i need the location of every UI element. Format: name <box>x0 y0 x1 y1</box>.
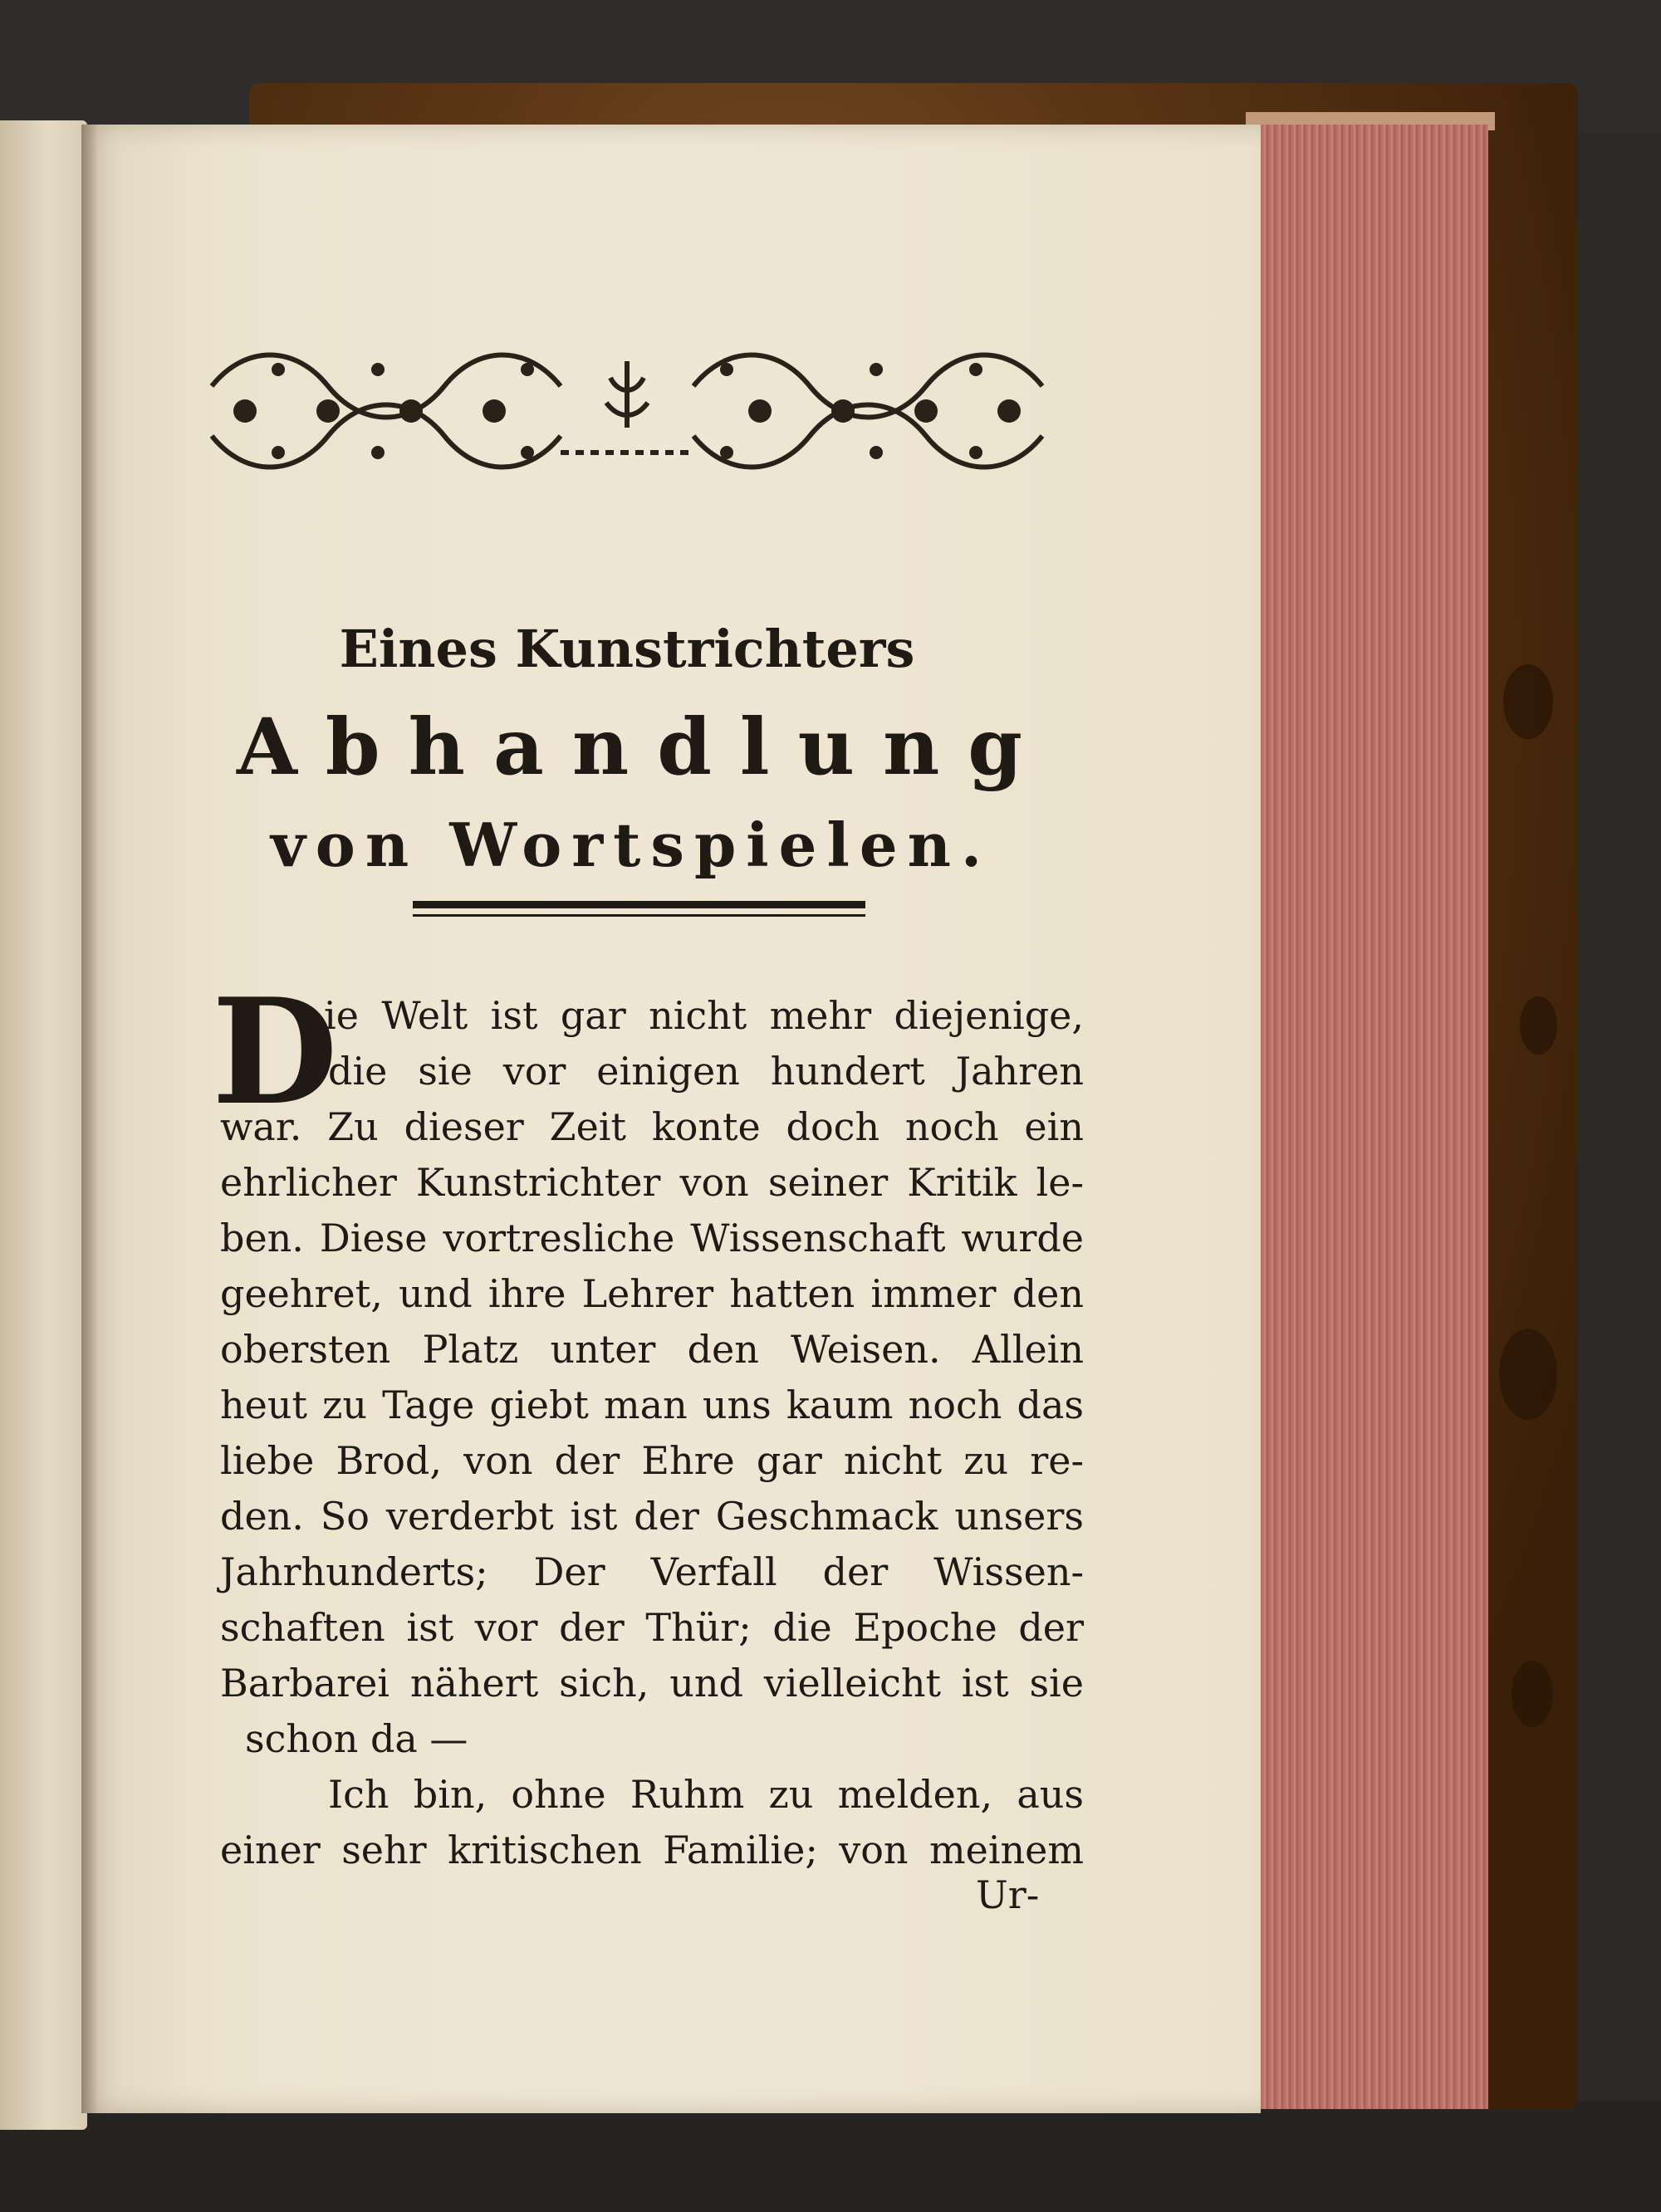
body-line: geehret, und ihre Lehrer hatten immer den <box>220 1271 1084 1316</box>
page-gutter-shadow <box>81 125 98 2113</box>
body-line: war. Zu dieser Zeit konte doch noch ein <box>220 1104 1084 1149</box>
ornament-band <box>195 336 1059 482</box>
body-line: schaften ist vor der Thür; die Epoche der <box>220 1605 1084 1650</box>
page-edges <box>1246 125 1488 2109</box>
body-line: ben. Diese vortresliche Wissenschaft wurde <box>220 1216 1084 1260</box>
body-line: Jahrhunderts; Der Verfall der Wissen- <box>220 1549 1084 1594</box>
body-line: den. So verderbt ist der Geschmack unsers <box>220 1494 1084 1539</box>
drop-cap: D <box>212 967 338 1138</box>
background-bottom <box>0 2101 1661 2212</box>
heading-line-3: von Wortspielen. <box>270 810 992 880</box>
body-line: ie Welt ist gar nicht mehr diejenige, <box>324 993 1084 1038</box>
heading-line-1: Eines Kunstrichters <box>339 619 915 679</box>
body-line: einer sehr kritischen Familie; von meinem <box>220 1828 1084 1872</box>
body-line: die sie vor einigen hundert Jahren <box>328 1049 1084 1094</box>
heading-rule-thin <box>413 914 865 917</box>
body-line: Ich bin, ohne Ruhm zu melden, aus <box>328 1772 1084 1817</box>
body-line: schon da — <box>245 1716 468 1761</box>
left-page-edge <box>0 120 87 2130</box>
body-line: obersten Platz unter den Weisen. Allein <box>220 1327 1084 1372</box>
heading-line-2: Abhandlung <box>236 702 1051 793</box>
body-line: liebe Brod, von der Ehre gar nicht zu re- <box>220 1438 1084 1483</box>
body-line: Barbarei nähert sich, und vielleicht ist sie <box>220 1661 1084 1705</box>
body-line: ehrlicher Kunstrichter von seiner Kritik le- <box>220 1160 1084 1205</box>
body-line: heut zu Tage giebt man uns kaum noch das <box>220 1382 1084 1427</box>
catchword: Ur- <box>976 1872 1040 1917</box>
heading-rule-thick <box>413 901 865 908</box>
